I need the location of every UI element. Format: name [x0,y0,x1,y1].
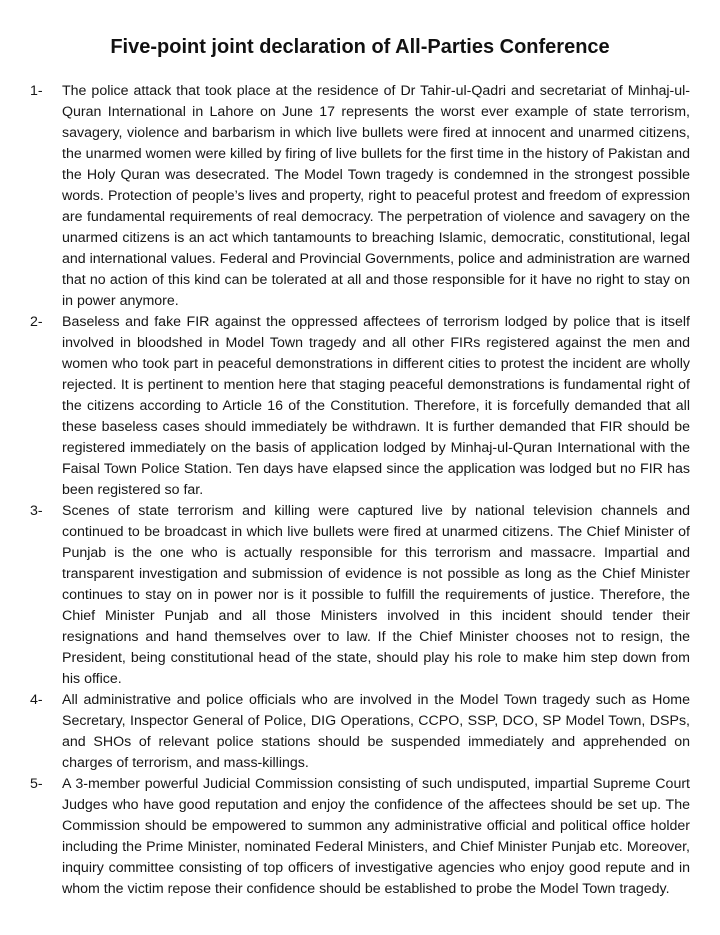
declaration-points-list [0,59,720,900]
point-4-text: All administrative and police officials who are involved in the Model Town tragedy such as Home Secretary, Inspector General of Police, DIG Operations, CCPO, SSP, DCO, SP Model Town, DSPs, and SHOs of relevant police stations should be suspended immediately and apprehended on charges of terrorism, and mass-killings. [62,692,690,771]
point-5-text: A 3-member powerful Judicial Commission consisting of such undisputed, impartial Supreme Court Judges who have good reputation and enjoy the confidence of the affectees should be set up. The Commission should be empowered to summon any administrative official and political office holder including the Prime Minister, nominated Federal Ministers, and Chief Minister Punjab etc. Moreover, inquiry committee consisting of top officers of investigative agencies who enjoy good repute and in whom the victim repose their confidence should be established to probe the Model Town tragedy. [62,776,690,897]
point-3-number: 3- [30,503,43,519]
declaration-point-5 [30,774,690,900]
point-2-text: Baseless and fake FIR against the oppressed affectees of terrorism lodged by police that is itself involved in bloodshed in Model Town tragedy and all other FIRs registered against the men and women who took part in peaceful demonstrations in different cities to protest the incident are wholly rejected. It is pertinent to mention here that staging peaceful demonstrations is fundamental right of the citizens according to Article 16 of the Constitution. Therefore, it is forcefully demanded that all these baseless cases should immediately be withdrawn. It is further demanded that FIR should be registered immediately on the basis of application lodged by Minhaj-ul-Quran International with the Faisal Town Police Station. Ten days have elapsed since the application was lodged but no FIR has been registered so far. [62,314,690,498]
point-1-number: 1- [30,83,43,99]
declaration-point-2 [30,312,690,501]
point-2-number: 2- [30,314,43,330]
document-title: Five-point joint declaration of All-Parties Conference [110,36,610,58]
declaration-point-4 [30,690,690,774]
point-3-text: Scenes of state terrorism and killing were captured live by national television channels and continued to be broadcast in which live bullets were fired at unarmed citizens. The Chief Minister of Punjab is the one who is actually responsible for this terrorism and massacre. Impartial and transparent investigation and submission of evidence is not possible as long as the Chief Minister continues to stay on in power nor is it possible to fulfill the requirements of justice. Therefore, the Chief Minister Punjab and all those Ministers involved in this incident should tender their resignations and hand themselves over to law. If the Chief Minister chooses not to resign, the President, being constitutional head of the state, should play his role to make him step down from his office. [62,503,690,687]
declaration-point-3 [30,501,690,690]
declaration-point-1 [30,81,690,312]
point-1-text: The police attack that took place at the residence of Dr Tahir-ul-Qadri and secretariat of Minhaj-ul-Quran International in Lahore on June 17 represents the worst ever example of state terrorism, savagery, violence and barbarism in which live bullets were fired at innocent and unarmed citizens, the unarmed women were killed by firing of live bullets for the first time in the history of Pakistan and the Holy Quran was desecrated. The Model Town tragedy is condemned in the strongest possible words. Protection of people’s lives and property, right to peaceful protest and freedom of expression are fundamental requirements of real democracy. The perpetration of violence and savagery on the unarmed citizens is an act which tantamounts to breaching Islamic, democratic, constitutional, legal and international values. Federal and Provincial Governments, police and administration are warned that no action of this kind can be tolerated at all and those responsible for it have no right to stay on in power anymore. [62,83,690,309]
point-4-number: 4- [30,692,43,708]
point-5-number: 5- [30,776,43,792]
